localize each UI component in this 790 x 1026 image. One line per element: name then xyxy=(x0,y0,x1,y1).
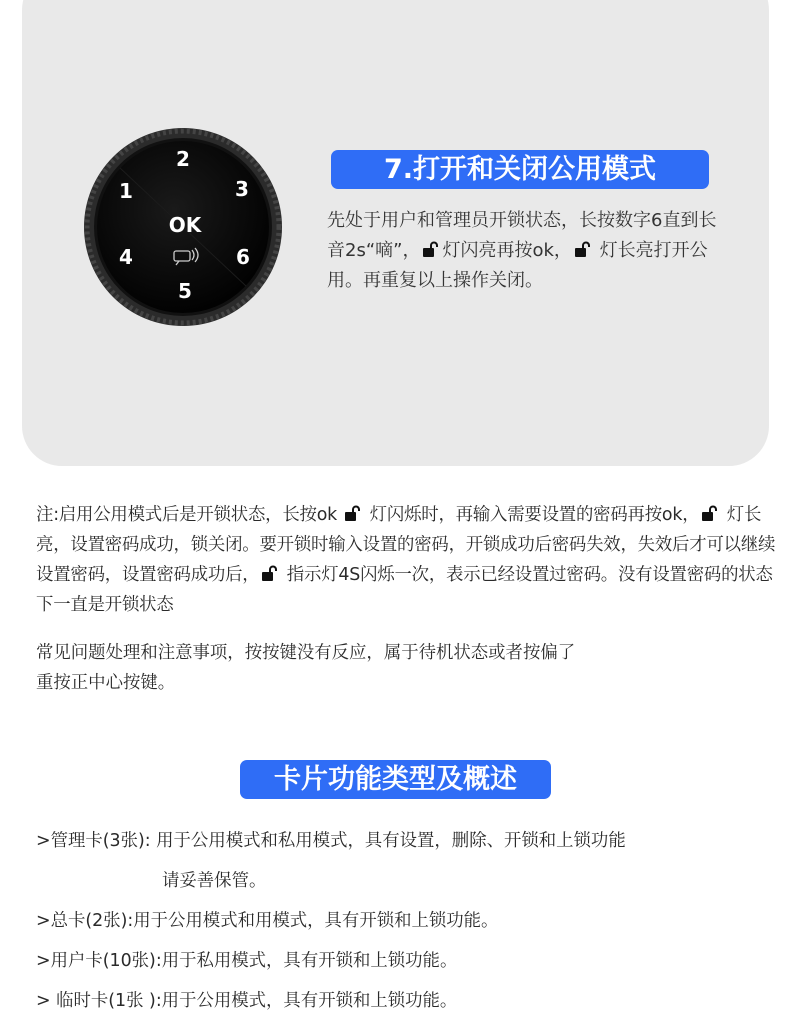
key-2[interactable]: 2 xyxy=(176,147,190,171)
faq-paragraph xyxy=(36,638,756,698)
desc-text-c: 灯长亮打开公用。再重复以上操作关闭。 xyxy=(327,240,708,291)
card-types-list xyxy=(36,826,756,1026)
note-paragraph xyxy=(36,500,776,620)
list-item-user-card: >用户卡(10张):用于私用模式，具有开锁和上锁功能。 xyxy=(36,951,458,971)
unlock-icon xyxy=(423,241,439,258)
key-3[interactable]: 3 xyxy=(235,177,249,201)
section-banner-card-types: 卡片功能类型及概述 xyxy=(240,760,551,799)
desc-text-b: 灯闪亮再按ok， xyxy=(442,240,572,261)
list-item-temp-card: > 临时卡(1张 ):用于公用模式，具有开锁和上锁功能。 xyxy=(36,991,458,1011)
lock-keypad-svg xyxy=(80,128,286,326)
list-item-admin-card-note: 请妥善保管。 xyxy=(162,871,267,891)
unlock-icon xyxy=(575,241,591,258)
key-ok[interactable]: OK xyxy=(168,213,202,237)
note-text-a: 注:启用公用模式后是开锁状态，长按ok xyxy=(36,505,343,525)
unlock-icon xyxy=(702,505,718,522)
note-text-d: 指示灯4S闪烁一次，表示已经设置过密码。没有设置密码的状态下一直是开锁状态 xyxy=(36,565,773,615)
list-item-master-card: >总卡(2张):用于公用模式和用模式，具有开锁和上锁功能。 xyxy=(36,911,499,931)
note-text-b: 灯闪烁时，再输入需要设置的密码再按ok， xyxy=(364,505,700,525)
key-6[interactable]: 6 xyxy=(236,245,250,269)
key-5[interactable]: 5 xyxy=(178,279,192,303)
unlock-icon xyxy=(345,505,361,522)
section-banner-public-mode: 7.打开和关闭公用模式 xyxy=(331,150,709,189)
note-text-c: 灯长亮，设置密码成功，锁关闭。要开锁时输入设置的密码，开锁成功后密码失效，失效后才可以继续设置密码，设置密码成功后， xyxy=(36,505,776,585)
unlock-icon xyxy=(262,565,278,582)
desc-text-a: 先处于用户和管理员开锁状态，长按数字6直到长音2s“嘀”， xyxy=(327,210,717,261)
list-item-admin-card: >管理卡(3张): 用于公用模式和私用模式，具有设置，删除、开锁和上锁功能 xyxy=(36,831,626,851)
faq-line-2: 重按正中心按键。 xyxy=(36,673,176,693)
key-4[interactable]: 4 xyxy=(119,245,133,269)
lock-keypad-image xyxy=(80,128,286,326)
public-mode-description xyxy=(327,206,727,296)
key-1[interactable]: 1 xyxy=(119,179,133,203)
faq-line-1: 常见问题处理和注意事项，按按键没有反应，属于待机状态或者按偏了 xyxy=(36,643,576,663)
